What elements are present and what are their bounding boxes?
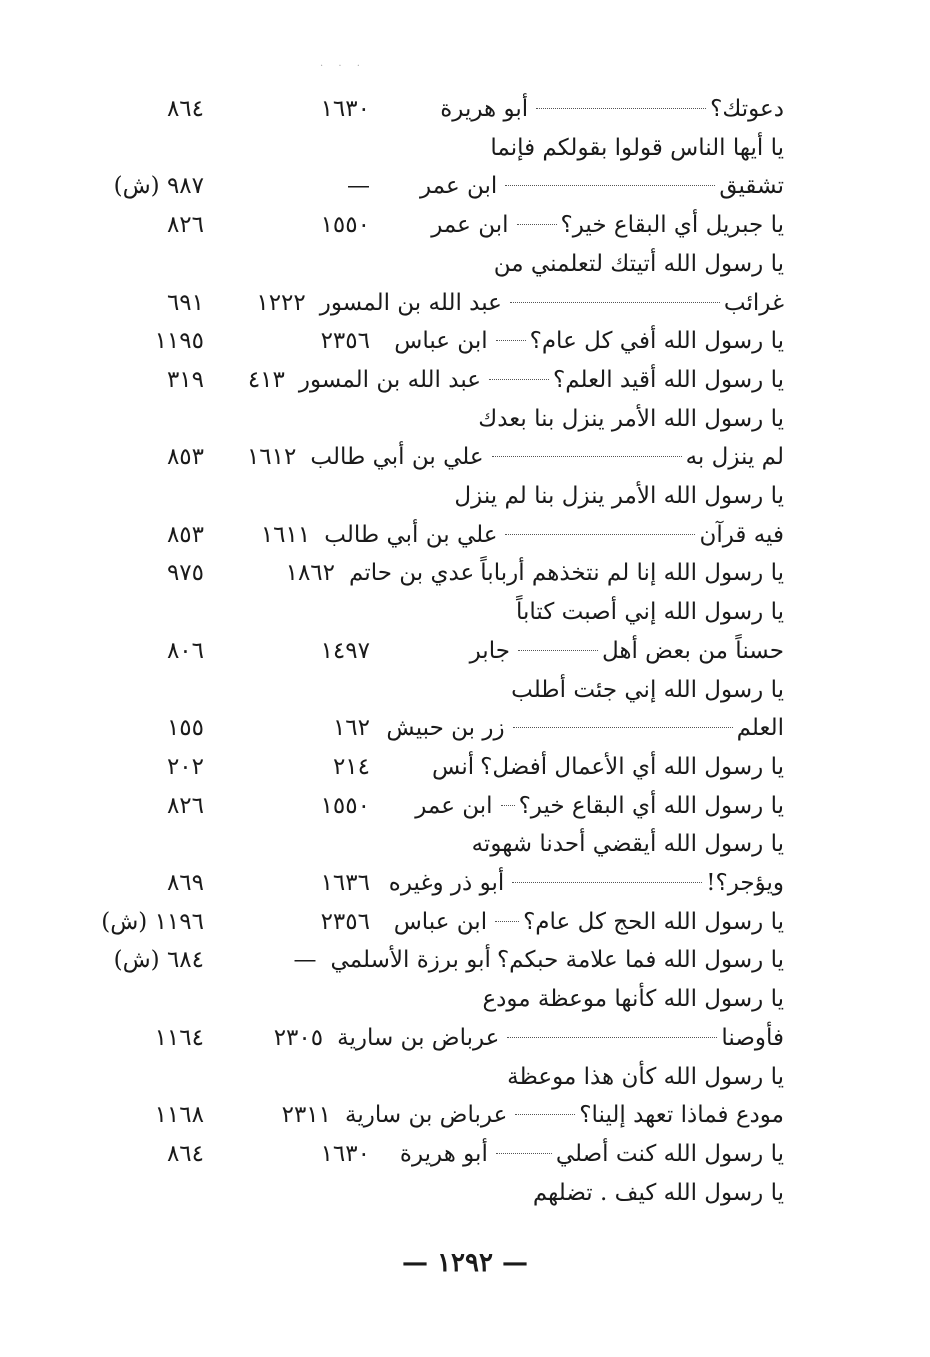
entry-phrase: يا رسول الله كأن هذا موعظة: [507, 1063, 784, 1090]
hadith-number: —: [347, 173, 370, 200]
entry-phrase: دعوتك؟: [710, 96, 784, 122]
leader-dots: [505, 532, 695, 535]
entry-phrase-wrap: [472, 825, 784, 863]
entry-phrase: يا رسول الله الحج كل عام؟: [523, 908, 784, 935]
index-row: [84, 1096, 784, 1134]
hadith-number: ١٦١٢: [246, 444, 297, 471]
page-reference: [84, 284, 204, 322]
hadith-number: ٢٣٥٦: [320, 328, 370, 355]
index-row: [84, 400, 784, 438]
page-reference-text: ٨٦٤: [166, 96, 204, 122]
entry-phrase-wrap: [490, 438, 784, 476]
narrator-name: أبو برزة الأسلمي: [330, 947, 491, 974]
index-row: [84, 361, 784, 399]
page-reference: [84, 864, 204, 902]
page-reference-text: ١٥٥: [166, 715, 204, 742]
index-row: [84, 671, 784, 709]
index-row: [84, 864, 784, 902]
leader-dots: [501, 803, 515, 806]
entry-phrase-wrap: [493, 903, 784, 941]
entry-phrase: يا رسول الله أيقضي أحدنا شهوته: [471, 831, 784, 858]
index-row: [84, 1174, 784, 1212]
narrator-name: عدي بن حاتم: [349, 560, 475, 587]
entry-phrase-wrap: [499, 787, 784, 825]
leader-dots: [536, 106, 706, 109]
hadith-number: ٢٣١١: [281, 1102, 332, 1129]
page-reference-text: ٩٧٥: [166, 560, 204, 587]
entry-phrase: يا جبريل أي البقاع خير؟: [560, 212, 784, 239]
leader-dots: [505, 183, 715, 186]
index-row: [84, 748, 784, 786]
page-reference: [84, 1019, 204, 1057]
index-row: [84, 1019, 784, 1057]
hadith-number: —: [293, 947, 317, 974]
page-reference: [84, 438, 204, 476]
narrator-name: علي بن أبي طالب: [324, 521, 498, 548]
entry-phrase: العلم: [736, 715, 784, 742]
index-row: [84, 980, 784, 1018]
page-reference: [84, 516, 204, 554]
index-row: [84, 90, 784, 128]
leader-dots: [512, 880, 702, 883]
page-reference-text: ٨٢٦: [166, 792, 204, 819]
page-reference-text: ٨٥٣: [166, 521, 204, 548]
leader-dots: [496, 338, 526, 341]
index-row: [84, 1058, 784, 1096]
page-reference-text: ٢٠٢: [166, 753, 204, 780]
hadith-number: ١٦٢: [332, 715, 370, 742]
entry-phrase: فأوصنا: [721, 1024, 784, 1051]
entry-phrase-wrap: [516, 632, 784, 670]
entry-phrase-wrap: [494, 1135, 784, 1173]
entry-phrase-wrap: [480, 554, 784, 592]
entry-phrase: يا رسول الله الأمر ينزل بنا بعدك: [478, 405, 784, 432]
narrator-name: ابن عباس: [393, 908, 488, 935]
entry-phrase: لم ينزل به: [685, 444, 784, 471]
entry-phrase: تشقيق: [719, 173, 784, 200]
entry-phrase-wrap: [511, 671, 784, 709]
entry-phrase-wrap: [516, 593, 784, 631]
narrator-name: أبو هريرة: [440, 96, 529, 122]
entry-phrase-wrap: [511, 709, 784, 747]
index-row: [84, 941, 784, 979]
page-reference-text: ٦٨٤ (ش): [113, 947, 204, 974]
page-reference-text: ٨٦٤: [166, 1140, 204, 1167]
page-reference: [84, 903, 204, 941]
entry-phrase-wrap: [507, 1058, 784, 1096]
leader-dots: [517, 222, 557, 225]
entry-phrase: يا رسول الله كأنها موعظة مودع: [482, 986, 784, 1013]
leader-dots: [510, 300, 720, 303]
hadith-number: ٢١٤: [332, 753, 370, 780]
leader-dots: [489, 377, 549, 380]
page-reference-text: ٨٦٩: [166, 870, 204, 896]
narrator-name: ابن عمر: [415, 792, 493, 819]
entry-phrase-wrap: [533, 1174, 784, 1212]
entry-phrase: مودع فماذا تعهد إلينا؟: [579, 1102, 784, 1129]
index-row: [84, 903, 784, 941]
hadith-number: ١٦٣٠: [320, 1140, 370, 1167]
page-reference: [84, 206, 204, 244]
narrator-name: أبو هريرة: [399, 1140, 488, 1167]
entry-phrase: غرائب: [723, 289, 784, 316]
page-reference: [84, 90, 204, 128]
index-row: [84, 593, 784, 631]
entry-phrase-wrap: [482, 980, 784, 1018]
narrator-name: علي بن أبي طالب: [310, 444, 484, 471]
narrator-name: ابن عمر: [431, 212, 509, 239]
hadith-number: ١٦٣٦: [320, 870, 370, 896]
leader-dots: [518, 648, 598, 651]
index-row: [84, 129, 784, 167]
page-reference-text: ٨٥٣: [166, 444, 204, 471]
page-reference: [84, 748, 204, 786]
page-reference: [84, 709, 204, 747]
page-reference-text: ٦٩١: [166, 289, 204, 316]
leader-dots: [492, 454, 682, 457]
index-row: [84, 632, 784, 670]
entry-phrase-wrap: [487, 361, 784, 399]
index-row: [84, 284, 784, 322]
page-reference: [84, 1135, 204, 1173]
page-reference-text: ١١٩٦ (ش): [101, 908, 204, 935]
entry-phrase: حسناً من بعض أهل: [601, 637, 784, 664]
leader-dots: [515, 1112, 575, 1115]
page-number: — ١٢٩٢ —: [402, 1248, 528, 1278]
index-row: [84, 709, 784, 747]
index-row: [84, 1135, 784, 1173]
page-reference: [84, 554, 204, 592]
page-reference-text: ١١٦٤: [154, 1024, 204, 1051]
page-reference-text: ٩٨٧ (ش): [113, 173, 204, 200]
narrator-name: جابر: [469, 637, 510, 664]
page-reference-text: ١١٩٥: [154, 328, 204, 355]
entry-phrase-wrap: [494, 322, 784, 360]
page-reference-text: ١١٦٨: [154, 1102, 204, 1129]
entry-phrase: يا رسول الله إني أصبت كتاباً: [516, 599, 784, 626]
index-row: [84, 477, 784, 515]
entry-phrase-wrap: [503, 516, 784, 554]
page-reference-text: ٨٢٦: [166, 212, 204, 239]
hadith-number: ١٥٥٠: [320, 212, 370, 239]
entry-phrase: يا رسول الله أفي كل عام؟: [529, 328, 784, 355]
narrator-name: عرباض بن سارية: [337, 1024, 500, 1051]
index-row: [84, 554, 784, 592]
narrator-name: أبو ذر وغيره: [388, 870, 505, 896]
hadith-number: ١٦٣٠: [320, 96, 370, 122]
index-row: [84, 245, 784, 283]
leader-dots: [507, 1035, 717, 1038]
entry-phrase-wrap: [454, 477, 784, 515]
entry-phrase-wrap: [515, 206, 784, 244]
hadith-number: ٤١٣: [247, 366, 285, 393]
index-row: [84, 322, 784, 360]
page-reference: [84, 941, 204, 979]
page-reference: [84, 632, 204, 670]
hadith-number: ٢٣٥٦: [320, 908, 370, 935]
page-reference: [84, 167, 204, 205]
entry-phrase: يا رسول الله أتيتك لتعلمني من: [493, 250, 784, 277]
narrator-name: زر بن حبيش: [386, 715, 505, 742]
entry-phrase: يا رسول الله إني جئت أطلب: [511, 676, 784, 703]
index-row: [84, 206, 784, 244]
hadith-number: ١٥٥٠: [320, 792, 370, 819]
leader-dots: [496, 1151, 552, 1154]
hadith-number: ١٤٩٧: [320, 637, 370, 664]
entry-phrase: يا رسول الله فما علامة حبكم؟: [496, 947, 784, 974]
entry-phrase: يا رسول الله أي الأعمال أفضل؟: [480, 753, 784, 780]
index-row: [84, 438, 784, 476]
entry-phrase: يا رسول الله إنا لم نتخذهم أرباباً: [480, 560, 784, 587]
leader-dots: [495, 919, 519, 922]
entry-phrase: يا رسول الله الأمر ينزل بنا لم ينزل: [454, 483, 784, 509]
hadith-number: ١٢٢٢: [256, 289, 306, 316]
entry-phrase: يا رسول الله أقيد العلم؟: [553, 366, 784, 393]
entry-phrase-wrap: [478, 400, 784, 438]
entry-phrase-wrap: [503, 167, 784, 205]
index-row: [84, 167, 784, 205]
page-reference: [84, 322, 204, 360]
entry-phrase: يا رسول الله أي البقاع خير؟: [518, 792, 784, 819]
entry-phrase-wrap: [510, 864, 784, 902]
entry-phrase: ويؤجر؟!: [706, 870, 784, 896]
narrator-name: أنس: [432, 753, 475, 780]
page-reference: [84, 1096, 204, 1134]
page-reference-text: ٨٠٦: [166, 637, 204, 664]
hadith-number: ١٨٦٢: [285, 560, 336, 587]
index-row: [84, 516, 784, 554]
entry-phrase-wrap: [534, 90, 784, 128]
hadith-number: ٢٣٠٥: [273, 1024, 324, 1051]
narrator-name: عبد الله بن المسور: [298, 366, 481, 393]
entry-phrase-wrap: [480, 748, 784, 786]
scan-specks: . . .: [320, 58, 366, 69]
page-reference-text: ٣١٩: [166, 366, 204, 393]
page-reference: [84, 787, 204, 825]
entry-phrase: يا رسول الله كيف . تضلهم: [532, 1179, 784, 1206]
index-row: [84, 787, 784, 825]
narrator-name: عرباض بن سارية: [345, 1102, 508, 1129]
page-reference: [84, 361, 204, 399]
narrator-name: ابن عمر: [419, 173, 498, 200]
entry-phrase-wrap: [513, 1096, 784, 1134]
entry-phrase-wrap: [505, 1019, 784, 1057]
entry-phrase: يا أيها الناس قولوا بقولكم فإنما: [490, 134, 784, 161]
narrator-name: ابن عباس: [394, 328, 488, 355]
entry-phrase-wrap: [490, 129, 784, 167]
entry-phrase: يا رسول الله كنت أصلي: [555, 1140, 784, 1167]
entry-phrase: فيه قرآن: [699, 521, 784, 548]
narrator-name: عبد الله بن المسور: [319, 289, 502, 316]
leader-dots: [513, 725, 733, 728]
hadith-number: ١٦١١: [260, 521, 311, 548]
entry-phrase-wrap: [494, 245, 784, 283]
entry-phrase-wrap: [508, 284, 784, 322]
entry-phrase-wrap: [497, 941, 784, 979]
index-row: [84, 825, 784, 863]
